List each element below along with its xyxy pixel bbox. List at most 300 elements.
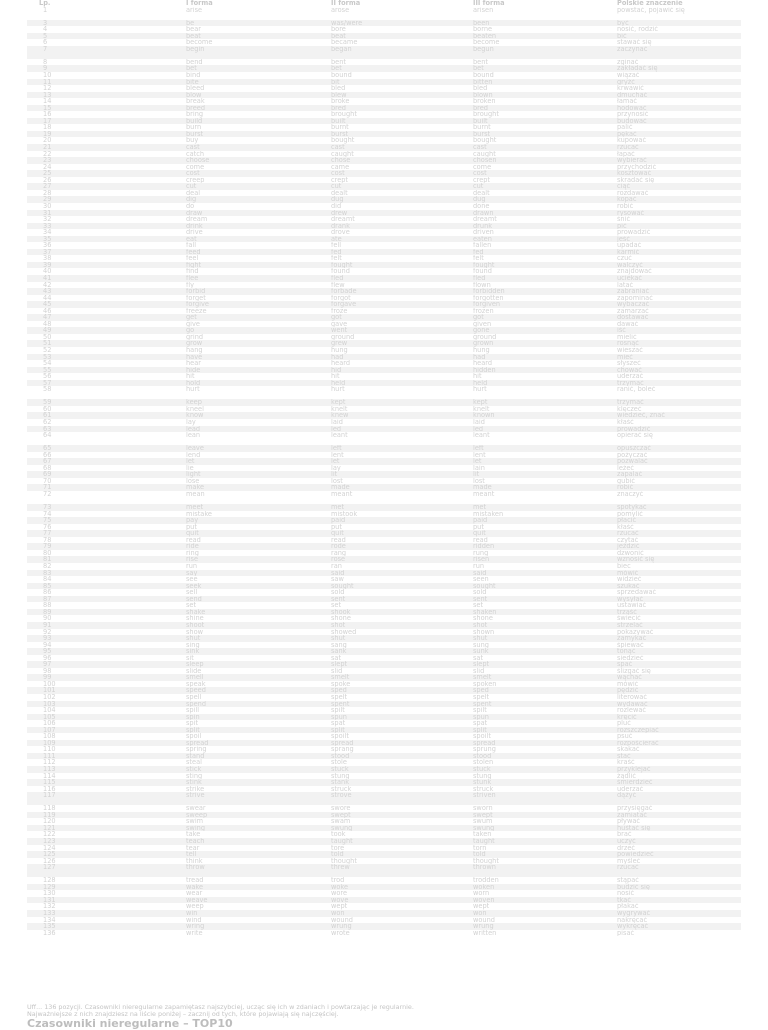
cell-first-form: beat (174, 33, 319, 40)
cell-polish-meaning: myśleć (617, 857, 641, 865)
cell-first-form: weep (186, 903, 204, 911)
cell-lp: 17 (27, 118, 174, 125)
header-third-form: III forma (461, 0, 605, 7)
cell-polish-meaning: kopać (605, 196, 741, 203)
cell-second-form: met (319, 504, 461, 511)
cell-polish-meaning: jeździć (605, 543, 741, 550)
cell-third-form: become (473, 39, 500, 46)
cell-second-form: spoke (331, 680, 351, 688)
cell-third-form: fought (461, 262, 605, 269)
cell-third-form: risen (461, 556, 605, 563)
cell-polish-meaning: powiedzieć (605, 851, 741, 858)
cell-lp: 99 (27, 674, 174, 681)
cell-polish-meaning: kręcić (605, 714, 741, 721)
cell-first-form: wring (174, 923, 319, 930)
cell-polish-meaning: budzić się (605, 884, 741, 891)
cell-polish-meaning: trząść (605, 609, 741, 616)
cell-second-form: took (331, 831, 346, 838)
cell-third-form: borne (473, 26, 493, 33)
cell-first-form: bind (186, 72, 201, 79)
cell-lp: 10 (43, 72, 52, 79)
cell-first-form: lend (186, 451, 201, 459)
cell-lp: 42 (43, 281, 52, 289)
cell-lp: 61 (27, 412, 174, 419)
cell-second-form: tore (331, 844, 345, 852)
cell-third-form: dug (461, 196, 605, 203)
table-row (27, 864, 741, 877)
cell-second-form: quit (319, 530, 461, 537)
cell-first-form: have (174, 354, 319, 361)
cell-lp: 36 (43, 242, 52, 249)
cell-third-form: grown (461, 340, 605, 347)
cell-first-form: feel (186, 255, 199, 262)
cell-second-form: froze (331, 307, 348, 315)
cell-lp: 15 (27, 105, 174, 112)
cell-polish-meaning: płakać (617, 903, 639, 911)
cell-second-form: stank (319, 779, 461, 786)
cell-second-form: strove (319, 792, 461, 805)
cell-second-form: fell (331, 242, 342, 249)
cell-third-form: lain (473, 464, 485, 472)
cell-polish-meaning: stąpać (617, 877, 639, 884)
cell-third-form: stood (461, 753, 605, 760)
cell-lp: 34 (43, 229, 52, 236)
cell-third-form: bitten (461, 79, 605, 86)
cell-second-form: fought (319, 262, 461, 269)
cell-polish-meaning: być (605, 20, 741, 27)
cell-lp: 71 (27, 484, 174, 491)
cell-third-form: shown (473, 628, 495, 636)
cell-second-form: led (319, 426, 461, 433)
cell-first-form: go (174, 327, 319, 334)
cell-third-form: bought (473, 137, 497, 145)
cell-second-form: split (319, 727, 461, 734)
cell-third-form: spoilt (473, 733, 491, 740)
cell-first-form: slide (186, 667, 202, 675)
cell-first-form: hurt (186, 386, 200, 394)
cell-polish-meaning: pić (605, 223, 741, 230)
cell-first-form: grow (174, 340, 319, 347)
cell-first-form: light (174, 471, 319, 478)
cell-polish-meaning: zakładać się (605, 65, 741, 72)
cell-polish-meaning: pożyczać (617, 451, 648, 459)
cell-second-form: wrote (331, 929, 350, 937)
cell-lp: 112 (43, 759, 56, 766)
cell-polish-meaning: budować (605, 118, 741, 125)
cell-second-form: brought (331, 111, 357, 118)
cell-polish-meaning: uderzać (617, 373, 644, 380)
cell-first-form: write (186, 929, 203, 937)
cell-lp: 82 (43, 563, 52, 570)
cell-third-form: frozen (473, 307, 494, 315)
cell-polish-meaning: wysyłać (605, 596, 741, 603)
cell-polish-meaning: walczyć (605, 262, 741, 269)
cell-third-form: hurt (473, 386, 487, 394)
cell-lp: 46 (43, 307, 52, 315)
cell-second-form: gave (331, 320, 348, 328)
cell-third-form: spread (461, 740, 605, 747)
section-heading: Czasowniki nieregularne – TOP10 (27, 1017, 233, 1030)
cell-lp: 110 (43, 746, 56, 753)
cell-second-form: drove (331, 229, 350, 236)
cell-lp: 103 (27, 701, 174, 708)
cell-first-form: know (174, 412, 319, 419)
cell-polish-meaning: opierać się (617, 432, 653, 440)
cell-second-form: rang (331, 549, 347, 557)
table-row (27, 792, 741, 805)
cell-polish-meaning: gryźć (605, 79, 741, 86)
cell-polish-meaning: zamykać (605, 635, 741, 642)
cell-third-form: ground (473, 333, 497, 341)
cell-lp: 105 (27, 714, 174, 721)
cell-second-form: hit (331, 373, 340, 380)
cell-first-form: fly (186, 281, 195, 289)
cell-third-form: beaten (461, 33, 605, 40)
cell-lp: 65 (27, 445, 174, 452)
cell-third-form: woven (461, 897, 605, 904)
cell-polish-meaning: spotykać (605, 504, 741, 511)
cell-lp: 108 (43, 733, 56, 740)
cell-second-form: burst (319, 131, 461, 138)
cell-second-form: stole (331, 759, 347, 766)
cell-lp: 20 (43, 137, 52, 145)
cell-third-form: said (461, 570, 605, 577)
cell-lp: 129 (27, 884, 174, 891)
cell-third-form: broken (473, 98, 496, 105)
cell-third-form: kept (461, 399, 605, 406)
cell-lp: 58 (43, 386, 52, 394)
cell-polish-meaning: karmić (605, 249, 741, 256)
cell-polish-meaning: wieszać (617, 346, 643, 354)
cell-first-form: think (186, 857, 203, 865)
cell-third-form: shone (473, 615, 493, 622)
cell-polish-meaning: strzelać (605, 622, 741, 629)
cell-third-form: got (461, 314, 605, 321)
cell-third-form: led (461, 426, 605, 433)
cell-third-form: stung (473, 772, 492, 780)
cell-lp: 126 (43, 857, 56, 865)
cell-third-form: hit (473, 373, 482, 380)
cell-polish-meaning: zabraniać (605, 288, 741, 295)
cell-first-form: swim (186, 818, 204, 825)
cell-polish-meaning: chować (605, 367, 741, 374)
cell-polish-meaning: tkać (605, 897, 741, 904)
cell-third-form: slept (461, 661, 605, 668)
cell-second-form: bled (331, 85, 346, 92)
cell-first-form: spread (174, 740, 319, 747)
cell-second-form: sent (319, 596, 461, 603)
cell-lp: 75 (27, 517, 174, 524)
cell-second-form: bought (331, 137, 355, 145)
table-row (27, 7, 741, 20)
cell-first-form: hit (186, 373, 195, 380)
cell-second-form: forbade (319, 288, 461, 295)
cell-second-form: smelt (319, 674, 461, 681)
cell-polish-meaning: wąchać (605, 674, 741, 681)
cell-second-form: grew (319, 340, 461, 347)
cell-lp: 87 (27, 596, 174, 603)
cell-first-form: cost (174, 170, 319, 177)
cell-polish-meaning: hodować (605, 105, 741, 112)
cell-second-form: fled (319, 275, 461, 282)
cell-second-form: rode (319, 543, 461, 550)
cell-third-form: shaken (461, 609, 605, 616)
cell-first-form: sell (186, 589, 198, 596)
cell-lp: 88 (43, 602, 52, 609)
cell-lp: 106 (43, 720, 56, 727)
cell-polish-meaning: zginać (617, 58, 639, 66)
cell-lp: 56 (43, 373, 52, 380)
cell-polish-meaning: gubić (617, 477, 636, 485)
cell-second-form: kept (319, 399, 461, 406)
cell-third-form: dreamt (473, 216, 497, 223)
cell-lp: 57 (27, 380, 174, 387)
cell-third-form: sworn (473, 805, 493, 812)
cell-third-form: sped (461, 687, 605, 694)
cell-lp: 114 (43, 772, 56, 780)
cell-polish-meaning: mieć (605, 354, 741, 361)
cell-second-form: was/were (319, 20, 461, 27)
cell-lp: 69 (27, 471, 174, 478)
table-row (27, 46, 741, 59)
cell-lp: 9 (27, 65, 174, 72)
cell-first-form: throw (174, 864, 319, 877)
cell-polish-meaning: siedzieć (617, 654, 644, 662)
cell-polish-meaning: dmuchać (605, 92, 741, 99)
cell-second-form: spent (319, 701, 461, 708)
cell-second-form: meant (331, 491, 353, 499)
cell-second-form: wove (319, 897, 461, 904)
cell-second-form: built (319, 118, 461, 125)
cell-third-form: swept (461, 812, 605, 819)
cell-second-form: woke (319, 884, 461, 891)
cell-second-form: knew (319, 412, 461, 419)
cell-second-form: laid (331, 419, 343, 426)
cell-first-form: mistake (186, 510, 212, 518)
cell-third-form: gone (461, 327, 605, 334)
cell-second-form: spun (319, 714, 461, 721)
cell-polish-meaning: znajdować (617, 268, 652, 275)
cell-first-form: pay (174, 517, 319, 524)
cell-second-form: taught (319, 838, 461, 845)
cell-polish-meaning: nosić, rodzić (617, 26, 659, 33)
cell-first-form: spill (186, 707, 200, 714)
cell-second-form: held (319, 380, 461, 387)
cell-lp: 72 (43, 491, 52, 499)
cell-lp: 102 (43, 693, 56, 701)
cell-lp: 45 (27, 301, 174, 308)
cell-second-form: bore (331, 26, 346, 33)
cell-lp: 60 (43, 405, 52, 413)
cell-lp: 77 (27, 530, 174, 537)
cell-second-form: shook (319, 609, 461, 616)
cell-first-form: split (174, 727, 319, 734)
cell-polish-meaning: zamiatać (605, 812, 741, 819)
cell-polish-meaning: trzymać (605, 399, 741, 406)
cell-second-form: shut (319, 635, 461, 642)
cell-first-form: shake (174, 609, 319, 616)
cell-first-form: leave (174, 445, 319, 452)
cell-third-form: forgotten (473, 294, 504, 302)
cell-first-form: spin (174, 714, 319, 721)
cell-second-form: dug (319, 196, 461, 203)
cell-first-form: seek (174, 583, 319, 590)
cell-polish-meaning: kraść (617, 759, 635, 766)
cell-polish-meaning: rzucać (605, 530, 741, 537)
cell-lp: 50 (43, 333, 52, 341)
cell-polish-meaning: robić (605, 484, 741, 491)
cell-first-form: buy (186, 137, 199, 145)
cell-third-form: forbidden (461, 288, 605, 295)
cell-polish-meaning: powstać, pojawić się (617, 6, 685, 14)
cell-polish-meaning: dawać (617, 320, 639, 328)
cell-polish-meaning: klęczeć (617, 405, 642, 413)
cell-polish-meaning: ślizgać się (617, 667, 651, 675)
cell-third-form: known (461, 412, 605, 419)
cell-lp: 70 (43, 477, 52, 485)
cell-first-form: fight (174, 262, 319, 269)
cell-lp: 41 (27, 275, 174, 282)
cell-lp: 8 (43, 58, 48, 66)
cell-first-form: teach (174, 838, 319, 845)
cell-second-form: wound (331, 916, 353, 924)
cell-second-form: thought (331, 857, 357, 865)
cell-lp: 89 (27, 609, 174, 616)
cell-second-form: trod (331, 877, 345, 884)
cell-third-form: read (473, 536, 488, 544)
cell-lp: 124 (43, 844, 56, 852)
cell-second-form: rose (319, 556, 461, 563)
cell-lp: 96 (43, 654, 52, 662)
cell-lp: 133 (27, 910, 174, 917)
cell-first-form: spit (186, 720, 199, 727)
cell-lp: 123 (27, 838, 174, 845)
table-row (27, 432, 741, 445)
cell-second-form: sped (319, 687, 461, 694)
cell-third-form: thought (473, 857, 499, 865)
cell-second-form: won (319, 910, 461, 917)
cell-first-form: bite (174, 79, 319, 86)
cell-polish-meaning: rysować (605, 210, 741, 217)
cell-first-form: show (186, 628, 204, 636)
cell-first-form: speed (174, 687, 319, 694)
cell-lp: 5 (27, 33, 174, 40)
cell-third-form: paid (461, 517, 605, 524)
cell-lp: 54 (43, 360, 52, 367)
cell-second-form: wrung (319, 923, 461, 930)
cell-third-form: hung (473, 346, 490, 354)
cell-second-form: swam (331, 818, 351, 825)
cell-third-form: sent (461, 596, 605, 603)
cell-third-form: run (473, 563, 485, 570)
cell-third-form: spent (461, 701, 605, 708)
cell-polish-meaning: zapalać (605, 471, 741, 478)
cell-third-form: begun (461, 46, 605, 59)
cell-polish-meaning: palić (617, 124, 633, 131)
cell-polish-meaning: leżeć (617, 464, 635, 472)
cell-third-form: swum (473, 818, 493, 825)
cell-polish-meaning: znaczyć (617, 491, 644, 499)
cell-second-form: threw (319, 864, 461, 877)
cell-first-form: sink (174, 648, 319, 655)
cell-third-form: torn (473, 844, 487, 852)
cell-third-form: bred (461, 105, 605, 112)
cell-third-form: rung (473, 549, 489, 557)
cell-second-form: bet (319, 65, 461, 72)
cell-second-form: spread (319, 740, 461, 747)
cell-first-form: hold (174, 380, 319, 387)
cell-lp: 31 (27, 210, 174, 217)
cell-second-form: dealt (331, 189, 348, 197)
cell-third-form: felt (473, 255, 484, 262)
cell-polish-meaning: wznosić się (605, 556, 741, 563)
header-lp: Lp. (27, 0, 174, 7)
table-row (27, 930, 741, 937)
cell-lp: 14 (43, 98, 52, 105)
cell-first-form: make (174, 484, 319, 491)
cell-first-form: breed (174, 105, 319, 112)
cell-polish-meaning: pokazywać (617, 628, 654, 636)
cell-third-form: come (473, 163, 492, 171)
cell-lp: 52 (43, 346, 52, 354)
cell-second-form: forgot (331, 294, 351, 302)
cell-polish-meaning: płacić (605, 517, 741, 524)
cell-third-form: fed (461, 249, 605, 256)
cell-second-form: fed (319, 249, 461, 256)
cell-polish-meaning: pomylić (617, 510, 643, 518)
cell-polish-meaning: czuć (617, 255, 632, 262)
cell-lp: 80 (43, 549, 52, 557)
cell-third-form: put (473, 523, 484, 531)
cell-third-form: given (473, 320, 492, 328)
cell-third-form: swung (461, 825, 605, 832)
cell-third-form: striven (461, 792, 605, 805)
cell-polish-meaning: dostawać (605, 314, 741, 321)
cell-lp: 1 (43, 6, 48, 14)
cell-third-form: ridden (461, 543, 605, 550)
cell-third-form: caught (473, 150, 496, 158)
cell-polish-meaning: pluć (617, 720, 631, 727)
cell-first-form: eat (174, 236, 319, 243)
cell-first-form: take (186, 831, 201, 838)
cell-third-form: worn (473, 890, 490, 897)
cell-second-form: hurt (331, 386, 345, 394)
cell-second-form: cost (319, 170, 461, 177)
cell-second-form: sought (319, 583, 461, 590)
cell-first-form: lay (186, 419, 196, 426)
cell-third-form: heard (473, 360, 493, 367)
cell-first-form: bet (174, 65, 319, 72)
cell-polish-meaning: robić (617, 202, 634, 210)
cell-polish-meaning: wykręcać (605, 923, 741, 930)
cell-third-form: meant (473, 491, 495, 499)
cell-lp: 51 (27, 340, 174, 347)
cell-lp: 26 (43, 176, 52, 184)
cell-first-form: grind (186, 333, 204, 341)
footnote-line: Uff... 136 pozycji. Czasowniki nieregularne zapamiętasz najszybciej, ucząc się ich w zdaniach i powtarzając je regularnie. (27, 1004, 414, 1011)
cell-third-form: won (461, 910, 605, 917)
cell-third-form: made (461, 484, 605, 491)
cell-lp: 121 (27, 825, 174, 832)
cell-lp: 63 (27, 426, 174, 433)
cell-third-form: eaten (461, 236, 605, 243)
cell-lp: 6 (43, 39, 48, 46)
cell-third-form: brought (473, 111, 499, 118)
cell-second-form: slept (319, 661, 461, 668)
cell-polish-meaning: skradać się (617, 176, 655, 184)
cell-polish-meaning: latać (617, 281, 634, 289)
cell-third-form: cast (461, 144, 605, 151)
